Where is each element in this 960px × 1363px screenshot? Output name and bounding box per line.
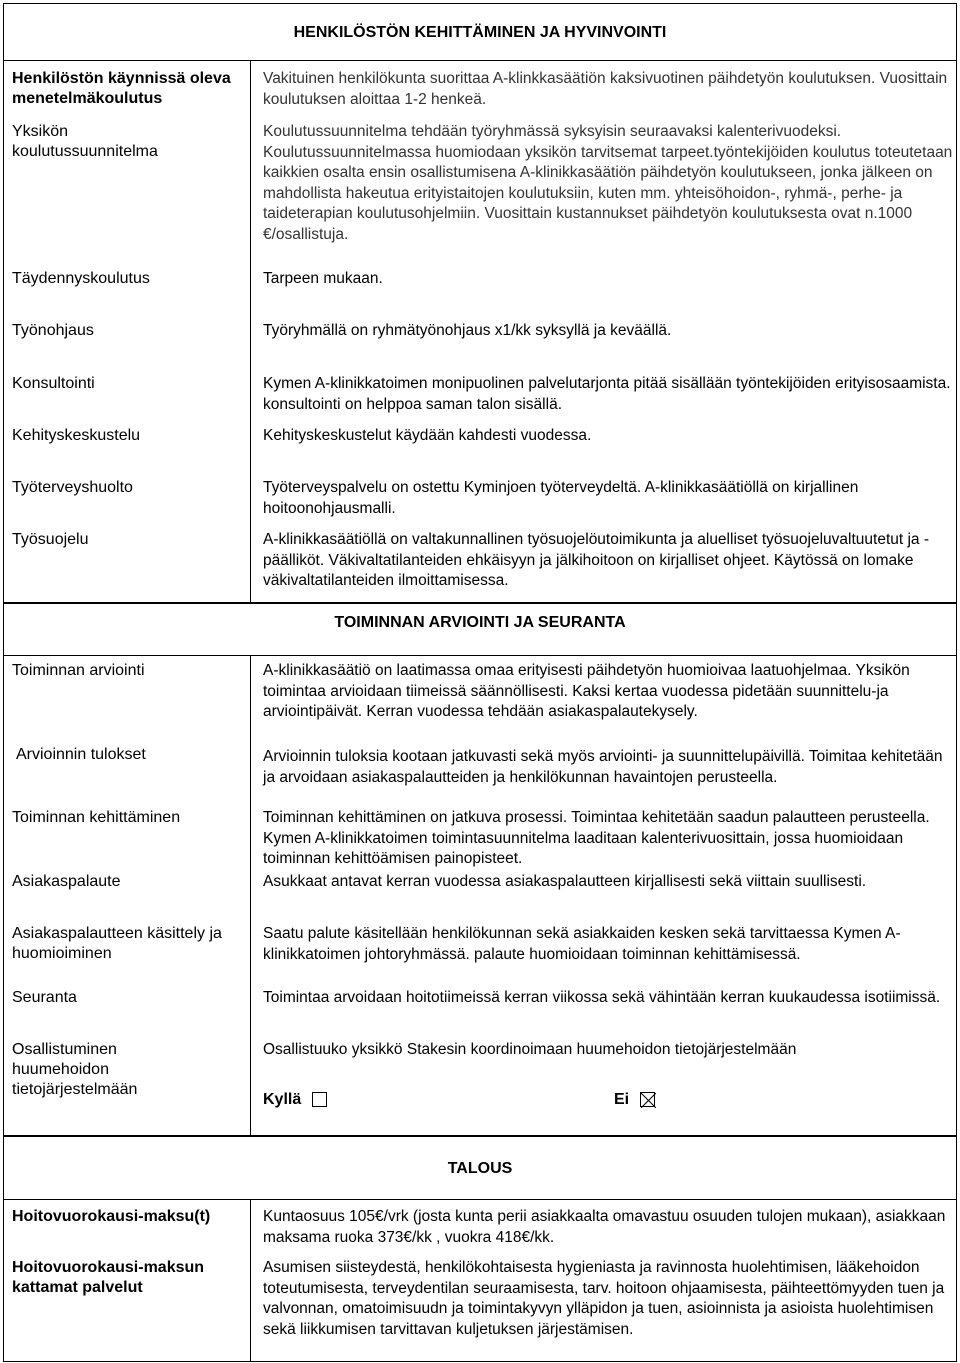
text-daily-fee: Kuntaosuus 105€/vrk (josta kunta perii asiakkaalta omavastuu osuuden tulojen mukaan), asiakkaan maksama ruoka 373€/kk , vuokra 418€/kk.: [263, 1208, 946, 1246]
text-occupational-health: Työterveyspalvelu on ostettu Kyminjoen työterveydeltä. A-klinikkasäätiöllä on kirjallinen hoitoonohjausmalli.: [263, 479, 859, 517]
label-activity-development: Toiminnan kehittäminen: [12, 809, 181, 826]
text-activity-evaluation: A-klinikkasäätiö on laatimassa omaa erityisesti päihdetyön huomioivaa laatuohjelmaa. Yksikön toimintaa arvioidaan tiimeissä säännöllisesti. Kaksi kertaa vuodessa pidetään suunnittelu-ja arviointipäivät. Kerran vuodessa tehdään asiakaspalautekysely.: [263, 662, 910, 720]
label-drug-treatment-system: Osallistuminen huumehoidon tietojärjestelmään: [12, 1041, 138, 1098]
label-work-supervision: Työnohjaus: [12, 322, 94, 339]
text-monitoring: Toimintaa arvoidaan hoitotiimeissä kerran viikossa sekä vähintään kerran kuukaudessa isotiimissä.: [263, 989, 941, 1006]
text-further-training: Tarpeen mukaan.: [263, 270, 383, 287]
text-work-safety: A-klinikkasäätiöllä on valtakunnallinen työsuojelöutoimikunta ja aluelliset työsuojeluvaltuutetut ja -päälliköt. Väkivaltatilanteiden ehkäisyyn ja jälkihoitoon on kirjalliset ohjeet. Käytössä on lomake väkivaltatilanteiden ilmoittamisessa.: [263, 531, 930, 589]
text-client-feedback: Asukkaat antavat kerran vuodessa asiakaspalautteen kirjallisesti sekä viittain suullisesti.: [263, 873, 867, 890]
option-yes-label: Kyllä: [263, 1091, 302, 1108]
text-feedback-handling: Saatu palute käsitellään henkilökunnan sekä asiakkaiden kesken sekä tarvittaessa Kymen A-klinikkatoimen johtoryhmässä. palaute huomioidaan toiminnan kehittämisessä.: [263, 925, 901, 963]
label-training-plan: Yksikön koulutussuunnitelma: [12, 123, 158, 160]
label-evaluation-results: Arvioinnin tulokset: [16, 746, 146, 763]
label-activity-evaluation: Toiminnan arviointi: [12, 662, 145, 679]
section-title-staff: HENKILÖSTÖN KEHITTÄMINEN JA HYVINVOINTI: [293, 24, 667, 41]
label-consulting: Konsultointi: [12, 375, 95, 392]
label-occupational-health: Työterveyshuolto: [12, 479, 133, 496]
text-development-discussion: Kehityskeskustelut käydään kahdesti vuodessa.: [263, 427, 592, 444]
label-development-discussion: Kehityskeskustelu: [12, 427, 141, 444]
label-client-feedback: Asiakaspalaute: [12, 873, 121, 890]
text-drug-treatment-system: Osallistuuko yksikkö Stakesin koordinoimaan huumehoidon tietojärjestelmään: [263, 1041, 797, 1058]
option-no[interactable]: [614, 1090, 655, 1110]
text-covered-services: Asumisen siisteydestä, henkilökohtaisesta hygieniasta ja ravinnosta huolehtimisen, lääkehoidon toteutumisesta, terveydentilan seuraamisesta, tarv. hoitoon ohjaamisesta, päihteettömyyden tuen ja valvonnan, omatoimisuudn ja toimintakyvyn ylläpidon ja tuen, asioinnista ja asioista huolehtimisen sekä liikkumisen tarvittavan kuljetuksen järjestämisen.: [263, 1259, 945, 1338]
option-yes[interactable]: [263, 1090, 327, 1110]
label-further-training: Täydennyskoulutus: [12, 270, 150, 287]
section-title-finance: TALOUS: [447, 1160, 513, 1177]
check-x-icon: [641, 1093, 656, 1108]
text-activity-development: Toiminnan kehittäminen on jatkuva prosessi. Toimintaa kehitetään saadun palautteen perusteella. Kymen A-klinikkatoimen toimintasuunnitelma laaditaan kalenterivuosittain, jossa huomioidaan toiminnan kehittöämisen painopisteet.: [263, 809, 930, 867]
text-consulting: Kymen A-klinikkatoimen monipuolinen palvelutarjonta pitää sisällään työntekijöiden erityisosaamista. konsultointi on helppoa saman talon sisällä.: [263, 375, 951, 413]
label-monitoring: Seuranta: [12, 989, 77, 1006]
label-covered-services: Hoitovuorokausi-maksun kattamat palvelut: [12, 1259, 205, 1296]
label-feedback-handling: Asiakaspalautteen käsittely ja huomioiminen: [12, 925, 222, 962]
yes-checkbox[interactable]: [312, 1092, 327, 1107]
option-no-label: Ei: [614, 1091, 630, 1108]
text-evaluation-results: Arvioinnin tuloksia kootaan jatkuvasti sekä myös arviointi- ja suunnittelupäivillä. Toimitaa kehitetään ja arvoidaan asiakaspalautteiden ja henkilökunnan havaintojen perusteella.: [263, 748, 943, 786]
text-ongoing-training: Vakituinen henkilökunta suorittaa A-klinkkasäätiön kaksivuotinen päihdetyön koulutuksen. Vuosittain koulutuksen aloittaa 1-2 henkeä.: [263, 70, 948, 108]
label-daily-fee: Hoitovuorokausi-maksu(t): [12, 1208, 211, 1225]
no-checkbox[interactable]: [640, 1092, 655, 1107]
section-title-evaluation: TOIMINNAN ARVIOINTI JA SEURANTA: [334, 614, 626, 631]
text-training-plan: Koulutussuunnitelma tehdään työryhmässä syksyisin seuraavaksi kalenterivuodeksi. Koulutussuunnitelmassa huomiodaan yksikön tarvitsemat tarpeet.työntekijöiden koulutus toteutetaan kaikkien osalta ensin osallistumisena A-klinikkasäätiön päihdetyön koulutukseen, jonka jälkeen on mahdollista hakeutua erityistaitojen koulutuksiin, kuten mm. yhteisöhoidon-, ryhmä-, perhe- ja taideterapian koulutusohjelmiin. Vuosittain kustannukset päihdetyön koulutuksesta ovat n.1000 €/osallistuja.: [263, 123, 953, 243]
label-ongoing-training: Henkilöstön käynnissä oleva menetelmäkoulutus: [12, 70, 231, 107]
label-work-safety: Työsuojelu: [12, 531, 89, 548]
text-work-supervision: Työryhmällä on ryhmätyönohjaus x1/kk syksyllä ja keväällä.: [263, 322, 672, 339]
